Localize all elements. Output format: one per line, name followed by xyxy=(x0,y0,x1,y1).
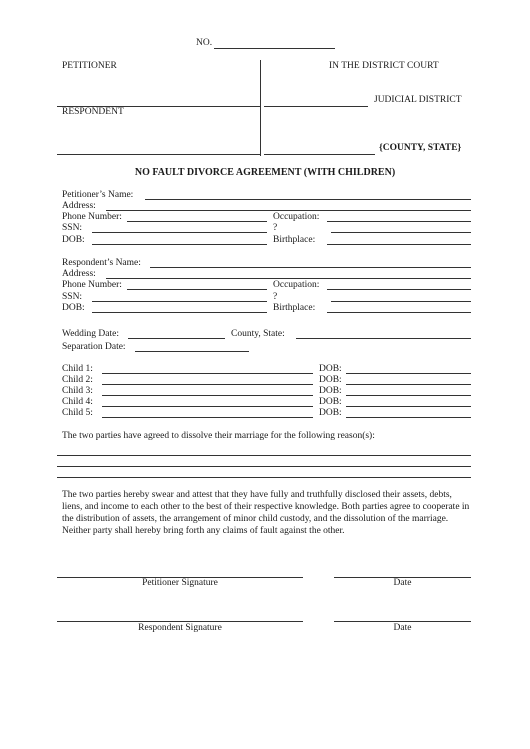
respondent-name-label: Respondent’s Name: xyxy=(62,258,141,268)
child-dob-label: DOB: xyxy=(319,386,342,396)
court-heading: IN THE DISTRICT COURT xyxy=(329,61,439,71)
respondent-occupation-field[interactable] xyxy=(327,289,471,290)
petitioner-phone-label: Phone Number: xyxy=(62,212,122,222)
judicial-district-field[interactable] xyxy=(264,106,368,107)
respondent-ssn-label: SSN: xyxy=(62,292,83,302)
petitioner-phone-field[interactable] xyxy=(127,221,267,222)
child-name-field[interactable] xyxy=(102,417,313,418)
petitioner-birthplace-label: Birthplace: xyxy=(273,235,316,245)
child-name-field[interactable] xyxy=(102,373,313,374)
header-divider xyxy=(260,60,261,156)
child-dob-field[interactable] xyxy=(346,384,471,385)
child-dob-label: DOB: xyxy=(319,397,342,407)
petitioner-name-label: Petitioner’s Name: xyxy=(62,190,134,200)
respondent-address-label: Address: xyxy=(62,269,96,279)
respondent-signature-label: Respondent Signature xyxy=(138,623,222,633)
reason-line[interactable] xyxy=(57,466,471,467)
petitioner-occupation-label: Occupation: xyxy=(273,212,320,222)
respondent-ssn-field[interactable] xyxy=(92,301,267,302)
wedding-date-label: Wedding Date: xyxy=(62,329,120,339)
case-number-label: NO. xyxy=(196,38,213,48)
petitioner-heading: PETITIONER xyxy=(62,61,117,71)
respondent-question-field[interactable] xyxy=(331,301,471,302)
respondent-name-field[interactable] xyxy=(150,267,471,268)
attest-paragraph: The two parties hereby swear and attest that they have fully and truthfully disclosed their assets, debts, liens, and income to each other to the best of their respective knowledge. Both parties agree to cooperate in the distribution of assets, the arrangement of minor child custody, and the dissolution of the marriage. Neither party shall hereby bring forth any claims of fault against the other. xyxy=(62,490,470,536)
separation-date-label: Separation Date: xyxy=(62,342,126,352)
respondent-phone-label: Phone Number: xyxy=(62,280,122,290)
respondent-dob-label: DOB: xyxy=(62,303,85,313)
child-name-field[interactable] xyxy=(102,406,313,407)
child-dob-field[interactable] xyxy=(346,417,471,418)
child-name-field[interactable] xyxy=(102,395,313,396)
child-dob-field[interactable] xyxy=(346,373,471,374)
respondent-dob-field[interactable] xyxy=(92,312,267,313)
respondent-date-line[interactable] xyxy=(334,621,471,622)
petitioner-signature-label: Petitioner Signature xyxy=(142,578,218,588)
county-state-marriage-field[interactable] xyxy=(296,338,471,339)
petitioner-dob-label: DOB: xyxy=(62,235,85,245)
respondent-birthplace-label: Birthplace: xyxy=(273,303,316,313)
petitioner-ssn-label: SSN: xyxy=(62,223,83,233)
child-dob-label: DOB: xyxy=(319,375,342,385)
respondent-occupation-label: Occupation: xyxy=(273,280,320,290)
county-state-heading: {COUNTY, STATE} xyxy=(379,143,462,153)
petitioner-occupation-field[interactable] xyxy=(327,221,471,222)
petitioner-ssn-field[interactable] xyxy=(92,232,267,233)
petitioner-dob-field[interactable] xyxy=(92,244,267,245)
reason-line[interactable] xyxy=(57,477,471,478)
wedding-date-field[interactable] xyxy=(128,338,225,339)
county-state-field[interactable] xyxy=(264,154,375,155)
respondent-date-label: Date xyxy=(393,623,412,633)
child-name-field[interactable] xyxy=(102,384,313,385)
petitioner-name-field[interactable] xyxy=(145,199,471,200)
respondent-signature-line[interactable] xyxy=(57,621,303,622)
respondent-heading: RESPONDENT xyxy=(62,107,124,117)
petitioner-question-label: ? xyxy=(273,223,278,233)
child-label: Child 3: xyxy=(62,386,93,396)
respondent-phone-field[interactable] xyxy=(127,289,267,290)
document-title: NO FAULT DIVORCE AGREEMENT (WITH CHILDREN) xyxy=(134,167,396,178)
county-state-label: County, State: xyxy=(231,329,285,339)
child-dob-label: DOB: xyxy=(319,408,342,418)
child-label: Child 1: xyxy=(62,364,93,374)
child-dob-label: DOB: xyxy=(319,364,342,374)
child-label: Child 4: xyxy=(62,397,93,407)
judicial-district-label: JUDICIAL DISTRICT xyxy=(374,95,462,105)
petitioner-date-label: Date xyxy=(393,578,412,588)
child-dob-field[interactable] xyxy=(346,395,471,396)
respondent-birthplace-field[interactable] xyxy=(327,312,471,313)
separation-date-field[interactable] xyxy=(135,351,249,352)
respondent-address-field[interactable] xyxy=(106,278,471,279)
petitioner-address-field[interactable] xyxy=(106,210,471,211)
case-number-field[interactable] xyxy=(214,48,335,49)
child-label: Child 5: xyxy=(62,408,93,418)
respondent-field[interactable] xyxy=(57,154,260,155)
petitioner-question-field[interactable] xyxy=(331,232,471,233)
petitioner-birthplace-field[interactable] xyxy=(327,244,471,245)
petitioner-address-label: Address: xyxy=(62,201,96,211)
reason-line[interactable] xyxy=(57,455,471,456)
child-dob-field[interactable] xyxy=(346,406,471,407)
reason-text: The two parties have agreed to dissolve their marriage for the following reason(s): xyxy=(62,431,375,441)
respondent-question-label: ? xyxy=(273,292,278,302)
child-label: Child 2: xyxy=(62,375,93,385)
